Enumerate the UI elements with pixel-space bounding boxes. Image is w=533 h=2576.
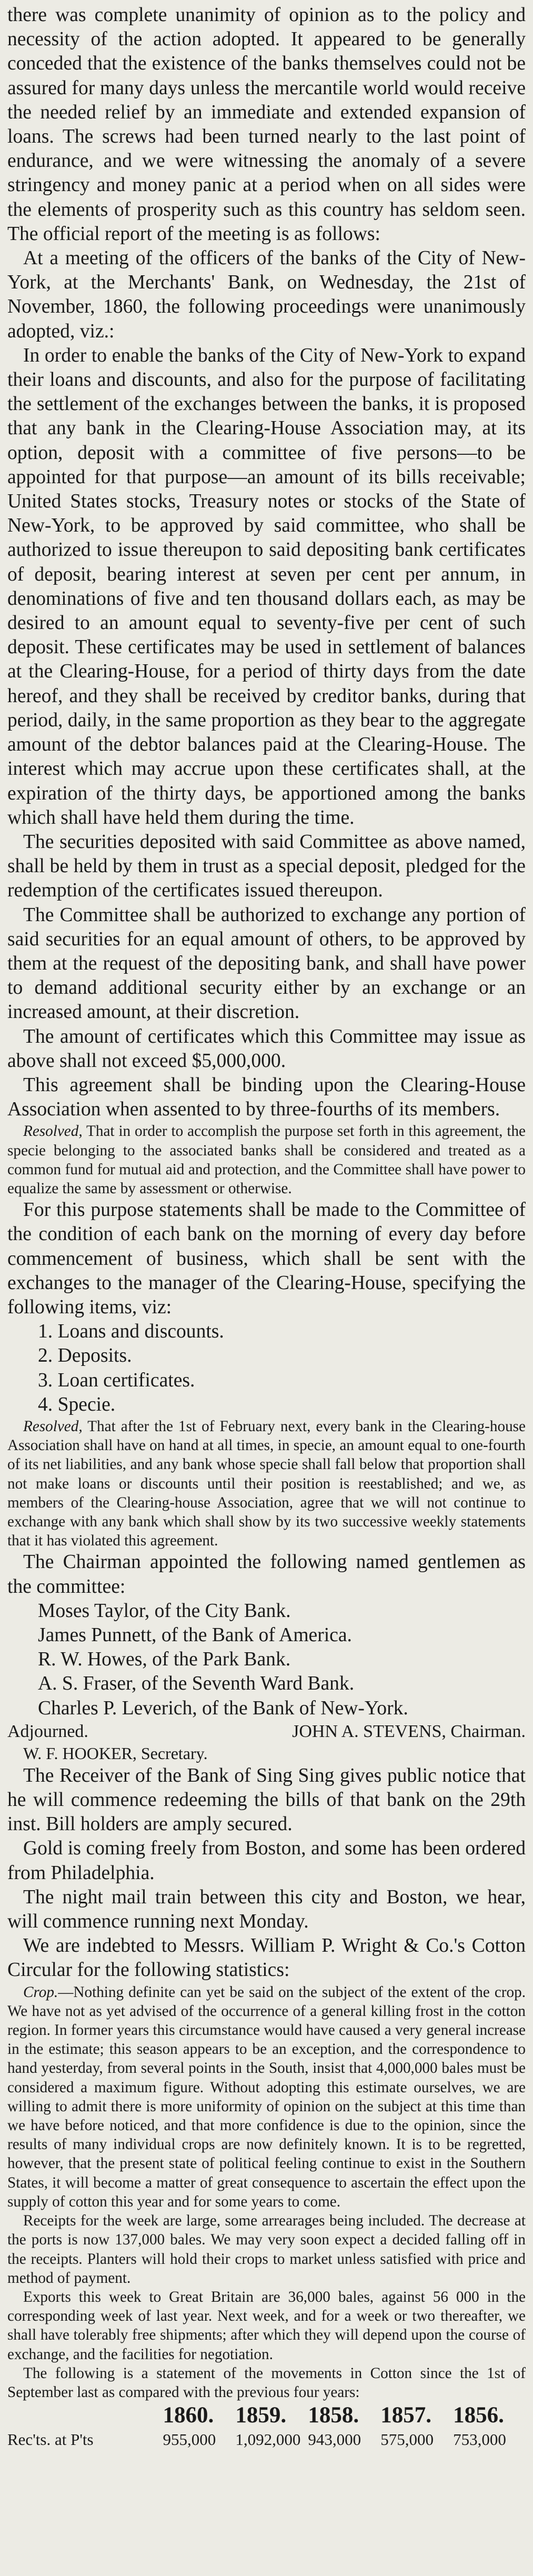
items-list bbox=[7, 1320, 526, 1417]
resolution-paragraph bbox=[7, 1122, 526, 1198]
year-header: 1859. bbox=[235, 2403, 287, 2428]
resolved-label: Resolved, bbox=[23, 1417, 83, 1435]
list-item: 4. Specie. bbox=[38, 1393, 116, 1415]
article-paragraph: At a meeting of the officers of the banks of the City of New-York, at the Merchants' Bank, on Wednesday, the 21st of November, 1860, the following proceedings were unanimously adopted, viz.: bbox=[7, 247, 526, 342]
table-cell: 955,000 bbox=[163, 2430, 216, 2449]
list-item: 3. Loan certificates. bbox=[38, 1369, 195, 1391]
committee-list bbox=[7, 1599, 526, 1721]
table-cell: 575,000 bbox=[380, 2430, 434, 2449]
resolution-text: That in order to accomplish the purpose set forth in this agreement, the specie belonging to the associated banks shall be considered and treated as a common fund for mutual aid and protection, and the Committee shall have power to equalize the same by assessment or otherwise. bbox=[7, 1123, 526, 1197]
article-paragraph: there was complete unanimity of opinion as to the policy and necessity of the action adopted. It appeared to be generally conceded that the existence of the banks themselves could not be assured for many days unless the mercantile world would receive the needed relief by an immediate and extended expansion of loans. The screws had been turned nearly to the last point of endurance, and we were witnessing the anomaly of a severe stringency and money panic at a period when on all sides were the elements of prosperity such as this country has seldom seen. The official report of the meeting is as follows: bbox=[7, 4, 526, 245]
committee-member: Moses Taylor, of the City Bank. bbox=[38, 1600, 291, 1622]
list-item: 1. Loans and discounts. bbox=[38, 1321, 224, 1343]
list-item: 2. Deposits. bbox=[38, 1345, 132, 1367]
cotton-paragraph: The following is a statement of the movements in Cotton since the 1st of September last as compared with the previous four years: bbox=[7, 2364, 526, 2401]
year-header: 1856. bbox=[453, 2403, 504, 2428]
committee-member: Charles P. Leverich, of the Bank of New-York. bbox=[38, 1697, 408, 1719]
committee-member: A. S. Fraser, of the Seventh Ward Bank. bbox=[38, 1673, 355, 1695]
secretary-signature: W. F. HOOKER, Secretary. bbox=[23, 1743, 208, 1763]
year-header: 1860. bbox=[163, 2403, 214, 2428]
crop-text: —Nothing definite can yet be said on the subject of the extent of the crop. We have not as yet advised of the occurrence of a general killing frost in the cotton region. In former years this circumstance would have caused a very general increase in the estimate; this season appears to be an exception, and the correspondence to hand yesterday, from several points in the South, insist that 4,000,000 bales must be considered a maximum figure. Without adopting this estimate ourselves, we are willing to admit there is more uniformity of opinion on the subject at this time than we have before noticed, and that more confidence is due to the opinion, since the results of many individual crops are now definitely known. It is to be regretted, however, that the present state of political feeling continue to exist in the Southern States, it will become a matter of great consequence to ascertain the effect upon the supply of cotton this year and for some years to come. bbox=[7, 1983, 526, 2210]
news-paragraph: Gold is coming freely from Boston, and some has been ordered from Philadelphia. bbox=[7, 1838, 526, 1884]
chairman-signature: JOHN A. STEVENS, Chairman. bbox=[292, 1721, 526, 1741]
news-paragraph: The Receiver of the Bank of Sing Sing gives public notice that he will commence redeeming the bills of that bank on the 29th inst. Bill holders are amply secured. bbox=[7, 1764, 526, 1835]
cotton-paragraph: Exports this week to Great Britain are 36,000 bales, against 56 000 in the corresponding week of last year. Next week, and for a week or two thereafter, we shall have tolerably free shipments; after which they will depend upon the course of exchange, and the facilities for negotiation. bbox=[7, 2288, 526, 2363]
table-cell: 943,000 bbox=[308, 2430, 361, 2449]
committee-member: James Punnett, of the Bank of America. bbox=[38, 1624, 352, 1646]
committee-member: R. W. Howes, of the Park Bank. bbox=[38, 1649, 291, 1671]
table-cell: 753,000 bbox=[453, 2430, 506, 2449]
news-paragraph: The night mail train between this city and Boston, we hear, will commence running next Monday. bbox=[7, 1886, 526, 1933]
article-paragraph: For this purpose statements shall be made to the Committee of the condition of each bank on the morning of every day before commencement of business, which shall be sent with the exchanges to the manager of the Clearing-House, specifying the following items, viz: bbox=[7, 1199, 526, 1318]
crop-label: Crop. bbox=[23, 1983, 58, 2001]
year-header: 1857. bbox=[380, 2403, 431, 2428]
resolution-paragraph bbox=[7, 1417, 526, 1550]
resolved-label: Resolved, bbox=[23, 1123, 83, 1140]
table-row bbox=[7, 2429, 526, 2450]
news-paragraph: We are indebted to Messrs. William P. Wright & Co.'s Cotton Circular for the following statistics: bbox=[7, 1935, 526, 1981]
table-header bbox=[7, 2402, 526, 2429]
article-paragraph: The securities deposited with said Committee as above named, shall be held by them in trust as a special deposit, pledged for the redemption of the certificates issued thereupon. bbox=[7, 831, 526, 902]
table-cell: 1,092,000 bbox=[235, 2430, 301, 2449]
year-header: 1858. bbox=[308, 2403, 359, 2428]
article-paragraph: The Chairman appointed the following named gentlemen as the committee: bbox=[7, 1551, 526, 1597]
resolution-text: That after the 1st of February next, every bank in the Clearing-house Association shall have on hand at all times, in specie, an amount equal to one-fourth of its net liabilities, and any bank whose specie shall fall below that proportion shall not make loans or discounts until their position is reestablished; and we, as members of the Clearing-house Association, agree that we will not continue to exchange with any bank which shall show by its two successive weekly statements that it has violated this agreement. bbox=[7, 1417, 526, 1550]
table-header-spacer bbox=[7, 2402, 163, 2429]
article-paragraph: This agreement shall be binding upon the Clearing-House Association when assented to by three-fourths of its members. bbox=[7, 1074, 526, 1121]
row-label: Rec'ts. at P'ts bbox=[7, 2430, 94, 2449]
signature-line bbox=[7, 1721, 526, 1743]
article-paragraph: The amount of certificates which this Committee may issue as above shall not exceed $5,000,000. bbox=[7, 1025, 526, 1072]
cotton-paragraph: Receipts for the week are large, some arrearages being included. The decrease at the ports is now 137,000 bales. We may very soon expect a decided falling off in the receipts. Planters will hold their crops to market unless satisfied with price and method of payment. bbox=[7, 2212, 526, 2287]
article-paragraph: The Committee shall be authorized to exchange any portion of said securities for an equal amount of others, to be approved by them at the request of the depositing bank, and shall have power to demand additional security either by an exchange or an increased amount, at their discretion. bbox=[7, 904, 526, 1023]
article-paragraph: In order to enable the banks of the City of New-York to expand their loans and discounts, and also for the purpose of facilitating the settlement of the exchanges between the banks, it is proposed that any bank in the Clearing-House Association may, at its option, deposit with a committee of five persons—to be appointed for that purpose—an amount of its bills receivable; United States stocks, Treasury notes or stocks of the State of New-York, to be approved by said committee, who shall be authorized to issue thereupon to said depositing bank certificates of deposit, bearing interest at seven per cent per annum, in denominations of five and ten thousand dollars each, as may be desired to an amount equal to seventy-five per cent of such deposit. These certificates may be used in settlement of balances at the Clearing-House, for a period of thirty days from the date hereof, and they shall be received by creditor banks, during that period, daily, in the same proportion as they bear to the aggregate amount of the debtor balances paid at the Clearing-House. The interest which may accrue upon these certificates shall, at the expiration of the thirty days, be apportioned among the banks which shall have held them during the time. bbox=[7, 344, 526, 828]
adjourned-label: Adjourned. bbox=[7, 1721, 88, 1741]
cotton-paragraph bbox=[7, 1983, 526, 2211]
